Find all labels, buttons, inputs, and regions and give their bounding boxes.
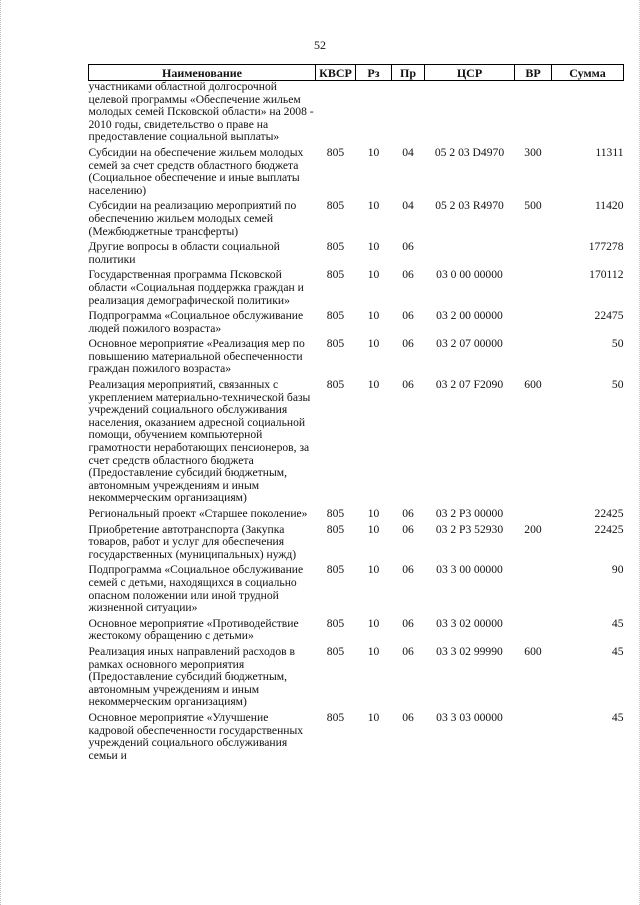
cell-pr: 06 bbox=[402, 616, 414, 630]
cell-vr bbox=[515, 564, 552, 617]
cell-name: Государственная программа Псковской области «Социальная поддержка граждан и реализация демографической политики» bbox=[88, 268, 304, 307]
cell-sum: 11311 bbox=[595, 145, 624, 159]
cell-csr: 03 3 02 99990 bbox=[436, 644, 503, 658]
cell-vr bbox=[515, 241, 552, 269]
cell-csr: 03 2 00 00000 bbox=[436, 309, 503, 323]
cell-pr: 06 bbox=[402, 268, 414, 282]
cell-rz: 10 bbox=[367, 268, 380, 282]
cell-pr: 06 bbox=[402, 522, 414, 536]
cell-sum: 45 bbox=[611, 710, 624, 724]
cell-csr: 03 3 00 00000 bbox=[436, 563, 503, 577]
cell-kvsr: 805 bbox=[326, 507, 345, 520]
cell-name: Основное мероприятие «Улучшение кадровой обеспеченности государственных учреждений социального обслуживания семьи и bbox=[88, 710, 304, 762]
scan-edge-right bbox=[636, 0, 640, 905]
cell-pr: 06 bbox=[402, 309, 414, 323]
cell-kvsr: 805 bbox=[326, 644, 345, 658]
cell-kvsr: 805 bbox=[326, 378, 345, 392]
cell-vr bbox=[515, 269, 552, 310]
budget-table bbox=[88, 64, 624, 765]
cell-pr bbox=[392, 81, 425, 147]
cell-csr: 05 2 03 D4970 bbox=[434, 145, 505, 159]
cell-name: Основное мероприятие «Противодействие жестокому обращению с детьми» bbox=[88, 616, 299, 643]
header-kvsr: КВСР bbox=[316, 65, 356, 81]
cell-rz: 10 bbox=[367, 309, 380, 323]
cell-vr bbox=[515, 712, 552, 765]
cell-name: Приобретение автотранспорта (Закупка товаров, работ и услуг для обеспечения государственных (муниципальных) нужд) bbox=[88, 522, 297, 561]
cell-csr: 03 3 03 00000 bbox=[436, 710, 503, 724]
cell-csr: 03 2 P3 00000 bbox=[435, 507, 504, 520]
cell-csr: 03 2 07 00000 bbox=[436, 337, 503, 351]
table-row bbox=[89, 524, 624, 565]
cell-pr: 04 bbox=[402, 199, 414, 213]
cell-kvsr: 805 bbox=[326, 199, 345, 213]
cell-sum: 45 bbox=[611, 644, 624, 658]
cell-sum: 45 bbox=[611, 616, 624, 630]
header-pr: Пр bbox=[392, 65, 425, 81]
cell-rz: 10 bbox=[367, 522, 380, 536]
header-vr: ВР bbox=[515, 65, 552, 81]
cell-sum: 50 bbox=[611, 337, 624, 351]
table-row bbox=[89, 338, 624, 379]
cell-sum: 22425 bbox=[594, 522, 624, 536]
table-row bbox=[89, 269, 624, 310]
cell-pr: 06 bbox=[402, 507, 414, 520]
cell-csr: 03 2 P3 52930 bbox=[435, 522, 504, 536]
table-row bbox=[89, 712, 624, 765]
cell-name: Реализация мероприятий, связанных с укреплением материально-технической базы учреждений социального обслуживания населения, оказанием адресной социальной помощи, обучением компьютерной грамотности неработающих пенсионеров, за счет средств областного бюджета (Предоставление субсидий бюджетным, автономным учреждениям и иным некоммерческим организациям) bbox=[88, 378, 311, 505]
table-row bbox=[89, 200, 624, 241]
cell-vr bbox=[515, 338, 552, 379]
cell-name: Региональный проект «Старшее поколение» bbox=[88, 507, 308, 520]
page-number: 52 bbox=[314, 38, 326, 52]
header-rz: Рз bbox=[356, 65, 392, 81]
cell-kvsr: 805 bbox=[326, 710, 345, 724]
cell-rz: 10 bbox=[367, 710, 380, 724]
cell-name: участниками областной долгосрочной целевой программы «Обеспечение жильем молодых семей Псковской области» на 2008 - 2010 годы, свидетельство о праве на предоставление социальной выплаты» bbox=[88, 80, 314, 144]
cell-pr: 06 bbox=[402, 644, 414, 658]
cell-kvsr: 805 bbox=[326, 522, 345, 536]
cell-kvsr: 805 bbox=[326, 240, 345, 254]
cell-pr: 06 bbox=[402, 710, 414, 724]
header-csr: ЦСР bbox=[425, 65, 515, 81]
cell-csr: 03 3 02 00000 bbox=[436, 616, 503, 630]
cell-sum: 90 bbox=[611, 563, 624, 577]
cell-pr: 04 bbox=[402, 145, 414, 159]
cell-kvsr: 805 bbox=[326, 309, 345, 323]
cell-vr: 600 bbox=[524, 644, 542, 658]
cell-name: Другие вопросы в области социальной политики bbox=[88, 240, 280, 266]
cell-rz: 10 bbox=[367, 199, 380, 213]
cell-pr: 06 bbox=[402, 240, 414, 254]
cell-sum: 50 bbox=[611, 378, 624, 392]
table-row bbox=[89, 81, 624, 147]
cell-rz: 10 bbox=[367, 378, 380, 392]
cell-rz: 10 bbox=[367, 563, 380, 577]
cell-sum: 177278 bbox=[588, 240, 624, 254]
header-sum: Сумма bbox=[552, 65, 624, 81]
cell-kvsr: 805 bbox=[326, 337, 345, 351]
cell-vr: 600 bbox=[524, 378, 542, 392]
cell-rz: 10 bbox=[367, 145, 380, 159]
cell-name: Субсидии на обеспечение жильем молодых семей за счет средств областного бюджета (Социальное обеспечение и иные выплаты населению) bbox=[88, 145, 304, 197]
cell-csr bbox=[425, 81, 515, 147]
cell-csr: 05 2 03 R4970 bbox=[435, 199, 504, 213]
cell-pr: 06 bbox=[402, 337, 414, 351]
cell-vr bbox=[515, 508, 552, 524]
table-row bbox=[89, 646, 624, 712]
cell-csr: 03 2 07 F2090 bbox=[435, 378, 504, 392]
table-row bbox=[89, 241, 624, 269]
table-row bbox=[89, 379, 624, 508]
cell-vr: 300 bbox=[524, 145, 542, 159]
cell-rz: 10 bbox=[367, 240, 380, 254]
cell-csr: 03 0 00 00000 bbox=[436, 268, 503, 282]
cell-pr: 06 bbox=[402, 563, 414, 577]
cell-rz: 10 bbox=[367, 507, 380, 520]
cell-rz: 10 bbox=[367, 616, 380, 630]
cell-sum: 170112 bbox=[589, 268, 624, 282]
table-row bbox=[89, 618, 624, 646]
cell-sum: 22475 bbox=[594, 309, 624, 323]
cell-vr bbox=[515, 618, 552, 646]
cell-sum bbox=[552, 81, 624, 147]
cell-sum: 11420 bbox=[594, 199, 624, 213]
cell-kvsr: 805 bbox=[326, 145, 345, 159]
cell-vr bbox=[515, 310, 552, 338]
cell-rz: 10 bbox=[367, 644, 380, 658]
table-row bbox=[89, 310, 624, 338]
table-row bbox=[89, 147, 624, 200]
cell-name: Подпрограмма «Социальное обслуживание семей с детьми, находящихся в социально опасном положении или иной трудной жизненной ситуации» bbox=[88, 563, 304, 615]
cell-kvsr: 805 bbox=[326, 268, 345, 282]
cell-sum: 22425 bbox=[594, 507, 624, 520]
scan-edge-left bbox=[0, 0, 4, 905]
header-name: Наименование bbox=[89, 65, 316, 81]
cell-vr: 200 bbox=[524, 522, 542, 536]
table-row bbox=[89, 508, 624, 524]
cell-name: Реализация иных направлений расходов в рамках основного мероприятия (Предоставление субсидий бюджетным, автономным учреждениям и иным некоммерческим организациям) bbox=[88, 644, 295, 709]
cell-rz: 10 bbox=[367, 337, 380, 351]
cell-name: Основное мероприятие «Реализация мер по повышению материальной обеспеченности граждан пожилого возраста» bbox=[88, 337, 305, 376]
cell-kvsr: 805 bbox=[326, 616, 345, 630]
table-row bbox=[89, 564, 624, 617]
table-header-row bbox=[89, 65, 624, 81]
cell-csr bbox=[425, 241, 515, 269]
cell-vr: 500 bbox=[524, 199, 542, 213]
cell-vr bbox=[515, 81, 552, 147]
cell-pr: 06 bbox=[402, 378, 414, 392]
cell-name: Подпрограмма «Социальное обслуживание людей пожилого возраста» bbox=[88, 309, 304, 335]
cell-kvsr: 805 bbox=[326, 563, 345, 577]
cell-name: Субсидии на реализацию мероприятий по обеспечению жильем молодых семей (Межбюджетные трансферты) bbox=[88, 199, 297, 238]
cell-rz bbox=[356, 81, 392, 147]
cell-kvsr bbox=[316, 81, 356, 147]
